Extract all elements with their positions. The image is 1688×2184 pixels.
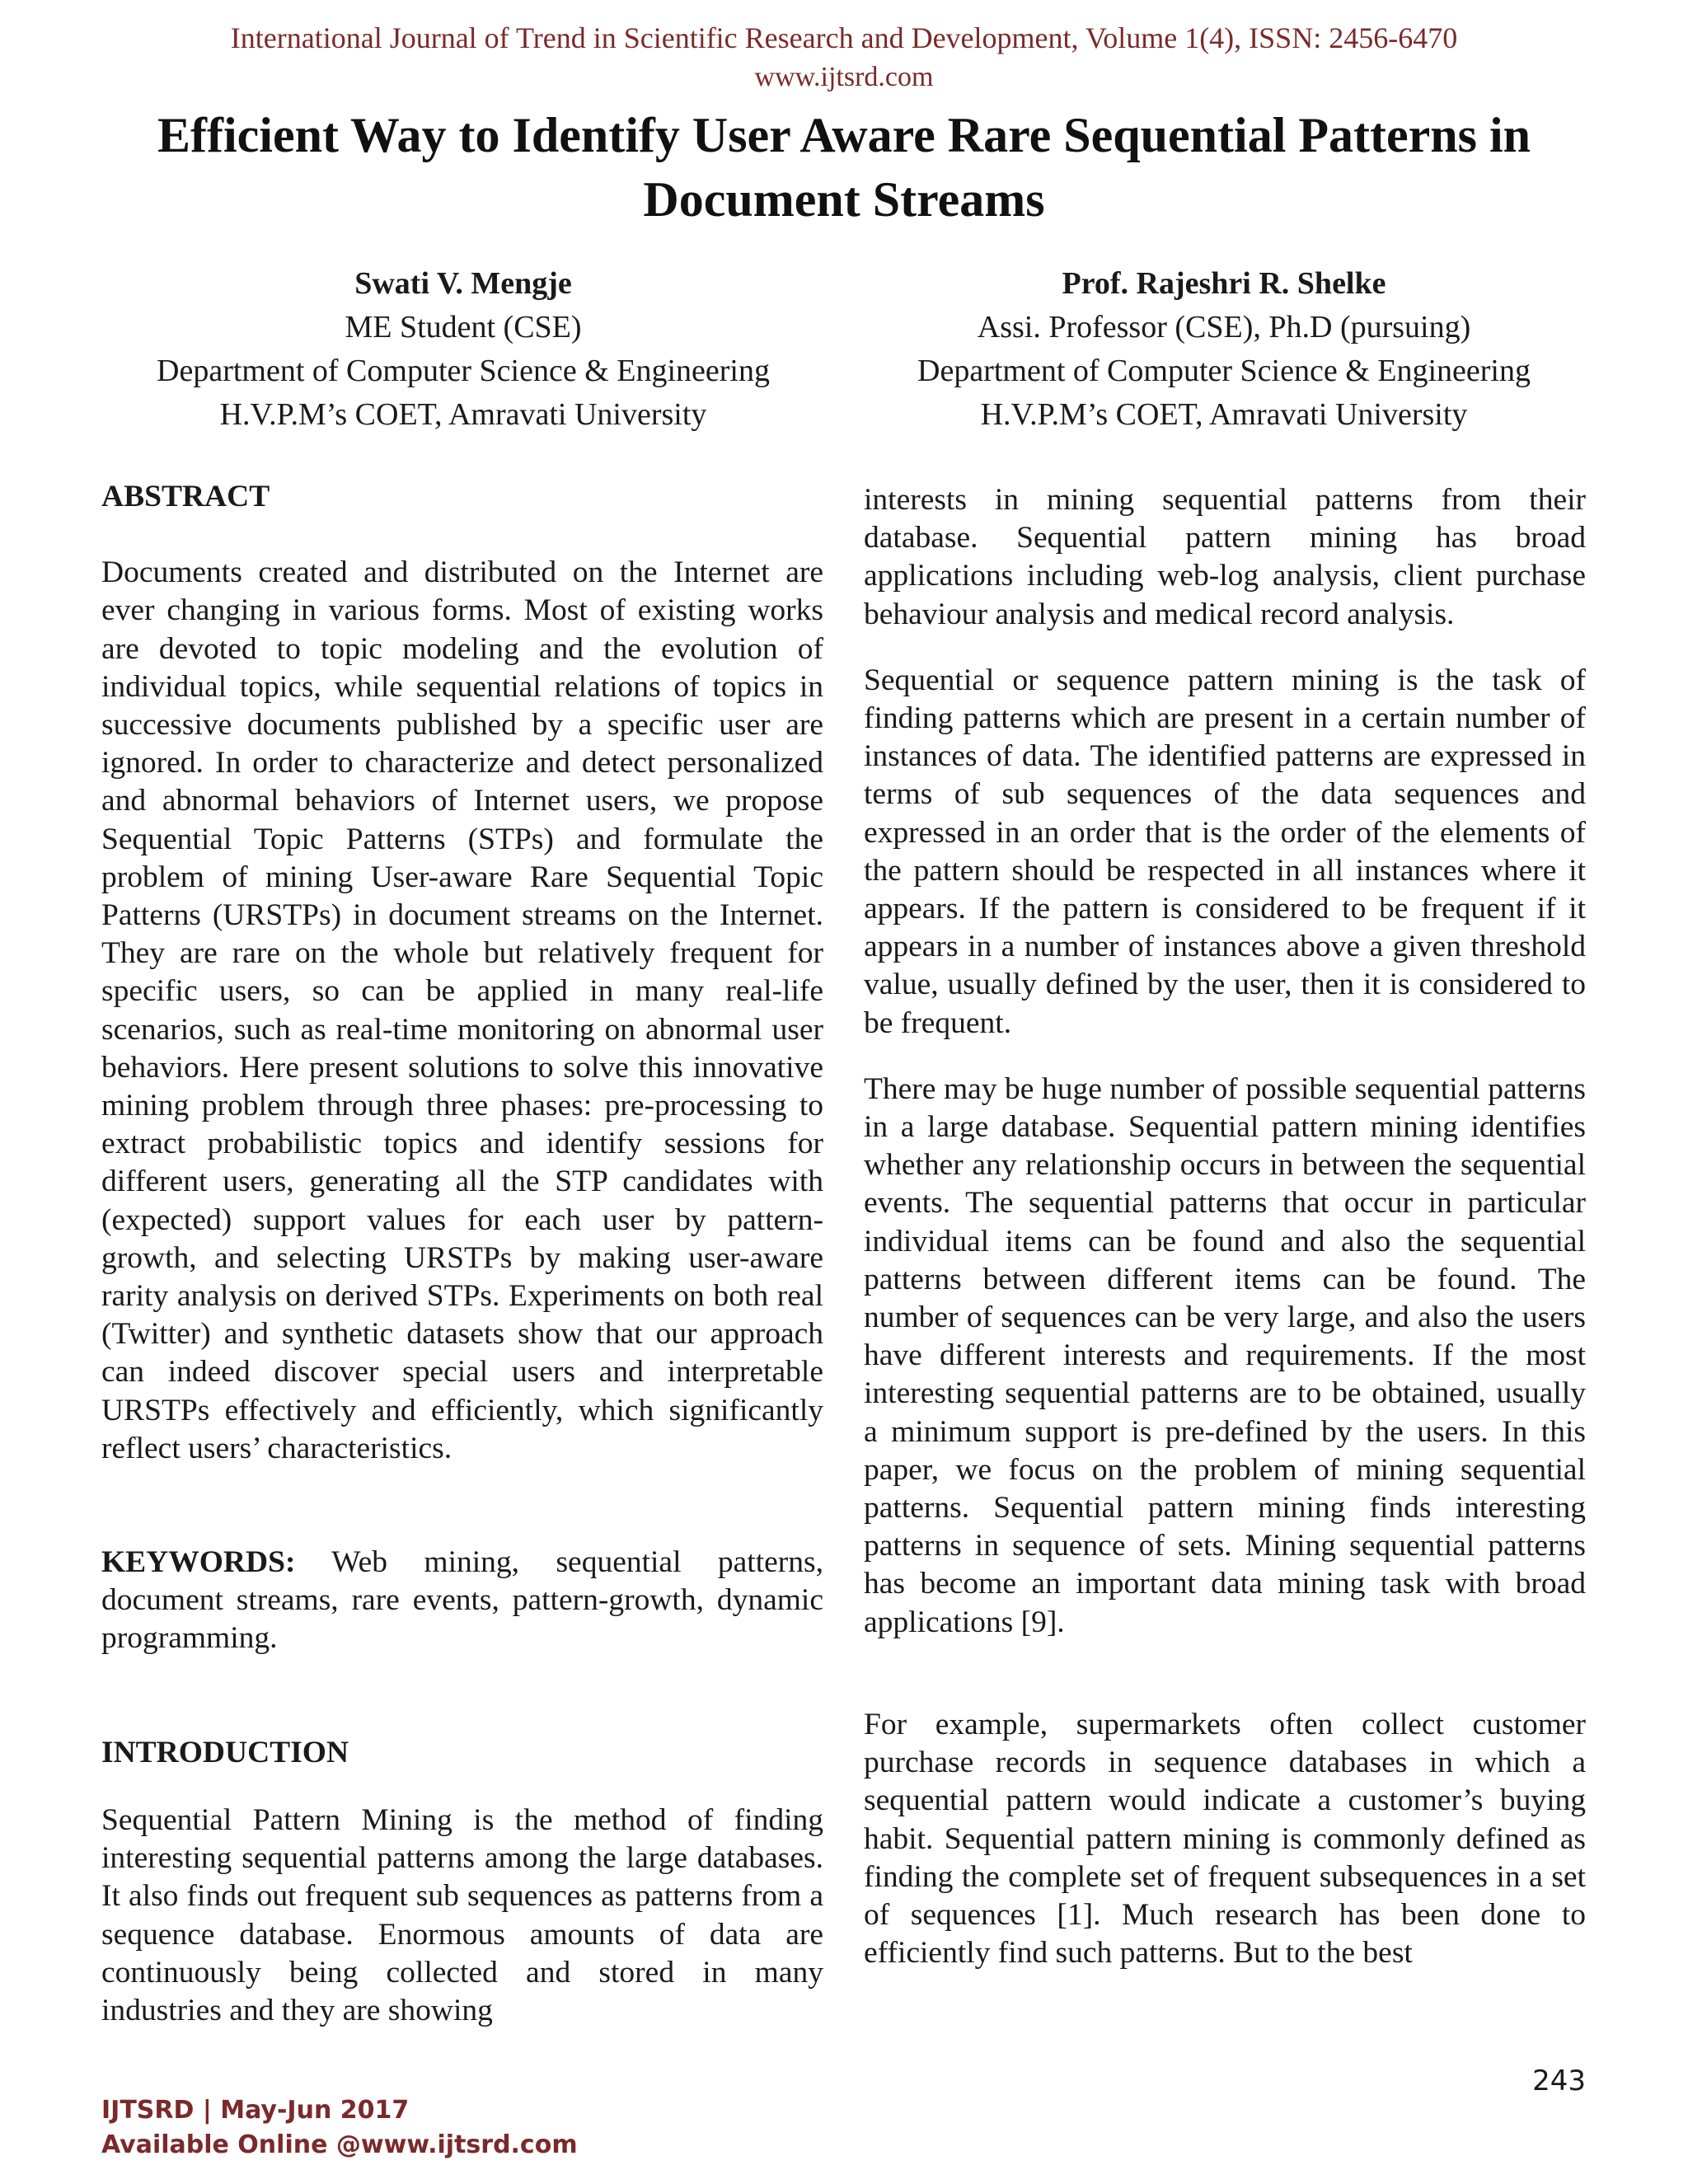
author-name: Prof. Rajeshri R. Shelke: [1062, 266, 1386, 301]
abstract-text: Documents created and distributed on the Internet are ever changing in various forms. Most of existing works are devoted to topic modeling and the evolution of individual topics, while sequential relations of topics in successive documents published by a specific user are ignored. In order to characterize and detect personalized and abnormal behaviors of Internet users, we propose Sequential Topic Patterns (STPs) and formulate the problem of mining User-aware Rare Sequential Topic Patterns (URSTPs) in document streams on the Internet. They are rare on the whole but relatively frequent for specific users, so can be applied in many real-life scenarios, such as real-time monitoring on abnormal user behaviors. Here present solutions to solve this innovative mining problem through three phases: pre-processing to extract probabilistic topics and identify sessions for different users, generating all the STP candidates with (expected) support values for each user by pattern-growth, and selecting URSTPs by making user-aware rarity analysis on derived STPs. Experiments on both real (Twitter) and synthetic datasets show that our approach can indeed discover special users and interpretable URSTPs effectively and efficiently, which significantly reflect users’ characteristics.: [101, 555, 823, 1465]
author-role: Assi. Professor (CSE), Ph.D (pursuing): [977, 310, 1471, 344]
author-block-2: [886, 262, 1562, 437]
page-number: 243: [1532, 2064, 1586, 2097]
author-institution: H.V.P.M’s COET, Amravati University: [980, 397, 1468, 432]
introduction-paragraph: For example, supermarkets often collect customer purchase records in sequence databases in which a sequential pattern would indicate a customer’s buying habit. Sequential pattern mining is commonly defined as finding the complete set of frequent subsequences in a set of sequences [1]. Much research has been done to efficiently find such patterns. But to the best: [864, 1707, 1586, 1971]
introduction-heading: INTRODUCTION: [101, 1735, 349, 1769]
left-column: [101, 478, 823, 2030]
keywords-label: KEYWORDS:: [101, 1545, 296, 1580]
author-institution: H.V.P.M’s COET, Amravati University: [219, 397, 707, 432]
author-department: Department of Computer Science & Engineering: [917, 354, 1531, 388]
journal-url: www.ijtsrd.com: [754, 62, 934, 92]
right-column: [864, 481, 1586, 2000]
author-name: Swati V. Mengje: [354, 266, 572, 301]
introduction-paragraph: There may be huge number of possible sequential patterns in a large database. Sequential pattern mining identifies whether any relationship occurs in between the sequential events. The sequential patterns that occur in particular individual items can be found and also the sequential patterns between different items can be found. The number of sequences can be very large, and also the users have different interests and requirements. If the most interesting sequential patterns are to be obtained, usually a minimum support is pre-defined by the users. In this paper, we focus on the problem of mining sequential patterns. Sequential pattern mining finds interesting patterns in sequence of sets. Mining sequential patterns has become an important data mining task with broad applications [9].: [864, 1071, 1586, 1639]
author-department: Department of Computer Science & Engineering: [157, 354, 770, 388]
author-block-1: [125, 262, 801, 437]
keywords-text: Web mining, sequential patterns, document streams, rare events, pattern-growth, dynamic programming.: [101, 1545, 823, 1656]
abstract-heading: ABSTRACT: [101, 480, 270, 513]
footer: [101, 2093, 578, 2163]
journal-header: International Journal of Trend in Scientific Research and Development, Volume 1(4), ISSN: 2456-6470: [230, 21, 1458, 54]
paper-title: Efficient Way to Identify User Aware Rare Sequential Patterns in Document Streams: [157, 108, 1531, 227]
introduction-paragraph: Sequential Pattern Mining is the method of finding interesting sequential patterns among the large databases. It also finds out frequent sub sequences as patterns from a sequence database. Enormous amounts of data are continuously being collected and stored in many industries and they are showing: [101, 1802, 823, 2027]
keywords: [101, 1544, 823, 1658]
footer-issue: IJTSRD | May-Jun 2017: [101, 2096, 410, 2125]
introduction-paragraph: Sequential or sequence pattern mining is the task of finding patterns which are present in a certain number of instances of data. The identified patterns are expressed in terms of sub sequences of the data sequences and expressed in an order that is the order of the elements of the pattern should be respected in all instances where it appears. If the pattern is considered to be frequent if it appears in a number of instances above a given threshold value, usually defined by the user, then it is considered to be frequent.: [864, 663, 1586, 1040]
introduction-paragraph-continued: interests in mining sequential patterns from their database. Sequential pattern mining has broad applications including web-log analysis, client purchase behaviour analysis and medical record analysis.: [864, 483, 1586, 631]
footer-availability: Available Online @www.ijtsrd.com: [101, 2130, 578, 2159]
author-role: ME Student (CSE): [345, 310, 582, 344]
